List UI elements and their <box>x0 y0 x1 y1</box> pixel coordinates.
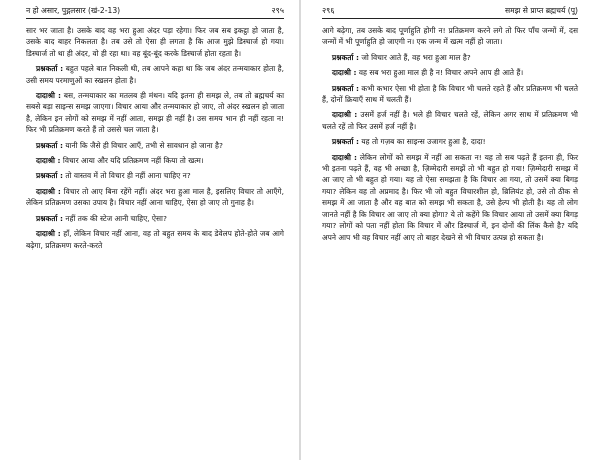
speaker-label: दादाश्री : <box>36 186 61 196</box>
dialogue-text: हाँ, लेकिन विचार नहीं आना, वह तो बहुत समय के बाद डेवेलप होते-होते जब आगे बढ़ेगा, प्रतिक्रमण करते-करते <box>26 229 284 250</box>
dialogue-paragraph <box>322 109 578 132</box>
dialogue-paragraph <box>26 186 284 209</box>
dialogue-text: यह तो गज़ब का साइन्स उजागर हुआ है, दादा! <box>361 137 486 147</box>
left-page-header <box>26 6 284 19</box>
dialogue-paragraph <box>322 152 578 243</box>
speaker-label: प्रश्नकर्ता : <box>36 64 64 74</box>
dialogue-text: कभी कभार ऐसा भी होता है कि विचार भी चलते रहते हैं और प्रतिक्रमण भी चलते हैं, दोनों क्रियाएँ साथ में चलती हैं। <box>322 83 578 105</box>
dialogue-text: लेकिन लोगों को समझ में नहीं आ सकता न! यह तो सब पढ़ते हैं इतना ही, फिर भी इतना पढ़ते हैं, वह भी अच्छा है, ज़िम्मेदारी समझें तो भी बहुत हो गया! ज़िम्मेदारी समझ में आ जाए तो भी बहुत हो गया। यह तो ऐसा समझता है कि विचार आ गया, तो उसमें क्या बिगड़ गया? लेकिन वह तो अप्रमाद है। फिर भी जो बहुत विचारशील हो, ब्रिलियंट हो, उसे तो ठीक से समझ में आ जाता है और वह बात को समझ भी सकता है, उसे हेल्प भी होती है। यह तो लोग जानते नहीं है कि विचार आ जाए तो क्या होगा? ये तो कहेंगे कि विचार आया तो उसमें क्या बिगड़ गया? लोगों को पता नहीं होता कि विचार में और डिस्चार्ज में, इन दोनों की लिंक कैसे है? यदि अपने आप भी वह विचार नहीं आए तो बाहर देखने से भी विचार उत्पन्न हो सकता है। <box>322 152 578 242</box>
right-page-number: २९६ <box>322 6 335 15</box>
dialogue-text: यानी कि जैसे ही विचार आएँ, तभी से सावधान हो जाना है? <box>65 140 223 150</box>
dialogue-paragraph <box>26 213 284 224</box>
dialogue-text: उसमें हर्ज नहीं है। भले ही विचार चलते रहें, लेकिन अगर साथ में प्रतिक्रमण भी चलते रहें तो फिर उसमें हर्ज नहीं है। <box>322 110 578 131</box>
left-page-number: २९५ <box>271 6 284 15</box>
speaker-label: दादाश्री : <box>36 91 61 101</box>
dialogue-text: नहीं तक की स्टेज आनी चाहिए, ऐसा? <box>65 213 167 223</box>
speaker-label: प्रश्नकर्ता : <box>332 137 359 147</box>
speaker-label: दादाश्री : <box>332 110 358 120</box>
right-page <box>300 0 600 460</box>
dialogue-text: विचार तो आए बिना रहेंगे नहीं। अंदर भरा हुआ माल है, इसलिए विचार तो आएँगे, लेकिन प्रतिक्रमण उसका उपाय है। विचार नहीं आना चाहिए, ऐसा हो जाए तो गुनाह है। <box>26 186 284 208</box>
paragraph <box>26 25 284 59</box>
dialogue-text: विचार आया और यदि प्रतिक्रमण नहीं किया तो खत्म। <box>62 156 204 166</box>
dialogue-text: तो वास्तव में तो विचार ही नहीं आना चाहिए न? <box>65 171 191 181</box>
right-header-title: समझ से प्राप्त ब्रह्मचर्य (पू) <box>504 6 578 15</box>
dialogue-paragraph <box>322 136 578 147</box>
speaker-label: प्रश्नकर्ता : <box>36 140 63 150</box>
speaker-label: दादाश्री : <box>332 68 357 78</box>
speaker-label: प्रश्नकर्ता : <box>332 83 359 93</box>
right-page-header <box>322 6 578 19</box>
dialogue-paragraph <box>322 83 578 106</box>
paragraph-text: आगे बढ़ेगा, तब उसके बाद पूर्णाहुति होगी न! प्रतिक्रमण करने लगे तो फिर पाँच जन्मों में, दस जन्मों में भी पूर्णाहुति हो जाएगी न। एक जन्म में खत्म नहीं हो जाता। <box>322 26 578 47</box>
speaker-label: दादाश्री : <box>36 156 61 166</box>
speaker-label: दादाश्री : <box>332 152 358 162</box>
paragraph-text: सार भर जाता है। उसके बाद वह भरा हुआ अंदर पड़ा रहेगा। फिर जब सब इकट्ठा हो जाता है, उसके बाद बाहर निकलता है। तब उसे तो ऐसा ही लगता है कि आज मुझे डिस्चार्ज हो गया। डिस्चार्ज तो था ही अंदर, वो ही रहा था। वह बूंद-बूंद करके डिस्चार्ज होता रहता है। <box>26 26 284 58</box>
dialogue-paragraph <box>26 170 284 181</box>
dialogue-paragraph <box>26 63 284 86</box>
speaker-label: प्रश्नकर्ता : <box>36 213 63 223</box>
dialogue-paragraph <box>26 90 284 136</box>
dialogue-paragraph <box>26 155 284 166</box>
speaker-label: दादाश्री : <box>36 229 61 239</box>
dialogue-paragraph <box>322 67 578 78</box>
speaker-label: प्रश्नकर्ता : <box>332 52 359 62</box>
dialogue-text: जो विचार आते हैं, वह भरा हुआ माल है? <box>361 52 471 62</box>
dialogue-text: बहुत पहले बात निकली थी, तब आपने कहा था कि जब अंदर तन्मयाकार होता है, उसी समय परमाणुओं का स्खलन होता है। <box>26 64 284 85</box>
paragraph <box>322 25 578 48</box>
left-header-title: न हो असार, पुद्गलसार (खं-2-13) <box>26 6 121 15</box>
speaker-label: प्रश्नकर्ता : <box>36 171 63 181</box>
dialogue-paragraph <box>26 228 284 251</box>
dialogue-paragraph <box>26 140 284 151</box>
dialogue-text: बस, तन्मयाकार का मतलब ही मंथन। यदि इतना ही समझ ले, तब तो ब्रह्मचर्य का सबसे बड़ा साइन्स समझ जाएगा। विचार आया और तन्मयाकार हो जाए, तो अंदर स्खलन हो जाता है, लेकिन इन लोगों को समझ में नहीं आता, समझ ही नहीं है। उस समय भान ही नहीं रहता न! फिर भी प्रतिक्रमण करते हैं तो उससे चल जाता है। <box>26 91 284 135</box>
dialogue-text: वह सब भरा हुआ माल ही है न! विचार अपने आप ही आते हैं। <box>358 68 524 78</box>
dialogue-paragraph <box>322 52 578 63</box>
